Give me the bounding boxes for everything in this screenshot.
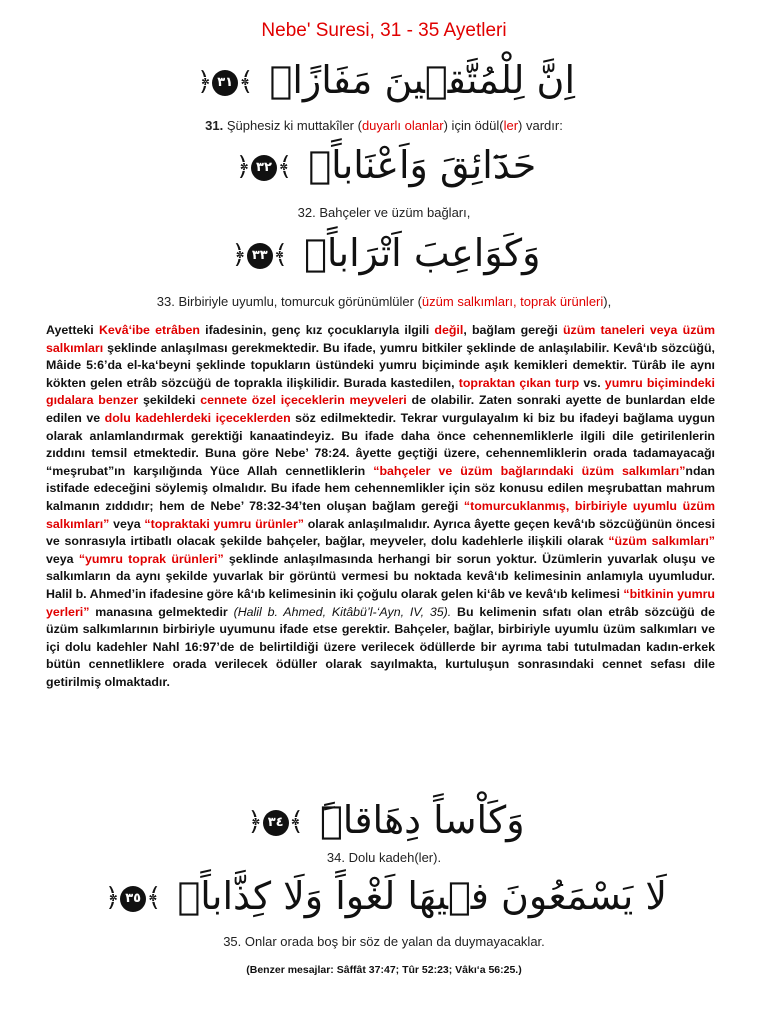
verse-33-marker: ﴿ ٣٣ ﴾	[231, 240, 289, 271]
commentary-citation: (Halil b. Ahmed, Kitâbü’l-‘Ayn, IV, 35).	[233, 604, 452, 619]
page-title: Nebe' Suresi, 31 - 35 Ayetleri	[261, 20, 507, 41]
commentary-highlight: değil	[434, 323, 464, 337]
verse-32-arabic	[0, 145, 768, 187]
commentary-text: şekildeki	[138, 393, 201, 408]
verse-number-badge: ٣٣	[247, 243, 273, 269]
commentary-paragraph	[46, 322, 715, 691]
translation-text: ) vardır:	[518, 118, 563, 133]
commentary-highlight: Kevâ‘ibe etrâben	[98, 323, 200, 337]
verse-33-arabic	[0, 233, 768, 275]
verse-35-marker: ﴿ ٣٥ ﴾	[104, 883, 162, 914]
verse-31-text: اِنَّ لِلْمُتَّق۪ينَ مَفَازًاۙ	[269, 58, 576, 102]
verse-32-text: حَدَٓائِقَ وَاَعْنَاباًۙ	[308, 143, 537, 187]
commentary-text: veya	[46, 551, 79, 566]
commentary-text: ndan istifade edeceğini söylemiş olmalıdır. Bu ifade hem cehennemlikler için söz konusu edilen meşrubattan mahrum kalmanın zıddıdır; hem de Nebe’ 78:32-34’ten oluşan bağlam gereği	[46, 463, 715, 513]
translation-highlight: ler	[503, 118, 519, 133]
commentary-text: ifadesinin, genç kız çocuklarıyla ilgili	[199, 323, 435, 337]
translation-text: ),	[603, 294, 612, 309]
commentary-highlight: dolu kadehlerdeki içeceklerden	[104, 410, 291, 425]
verse-31-translation	[0, 118, 768, 133]
verse-32-translation: 32. Bahçeler ve üzüm bağları,	[297, 205, 471, 220]
commentary-highlight: “üzüm salkımları”	[608, 534, 715, 549]
commentary-highlight: topraktan çıkan turp	[458, 375, 580, 390]
commentary-text: Ayetteki	[46, 323, 99, 337]
verse-number-badge: ٣١	[212, 70, 238, 96]
verse-number-badge: ٣٢	[251, 155, 277, 181]
commentary-text: söz edilmektedir. Tekrar vurgulayalım ki biz bu ifadeyi bağlama uygun olarak anlamlandırmak gerektiği kanaatindeyiz. Bu ifade daha önce cehennemliklerle ilgili dile getirilenlerin zıddını temsil etmektedir. Buna göre Nebe’ 78:24. âyette geçtiği üzere, cehennemliklerin orada tadamayacağı “meşrubat”ın karşılığında Yüce Allah cennetliklerin	[46, 410, 715, 478]
commentary-highlight: cennete özel içeceklerin meyveleri	[200, 393, 407, 408]
translation-text: Şüphesiz ki muttakîler (	[223, 118, 362, 133]
verse-34-marker: ﴿ ٣٤ ﴾	[247, 807, 304, 838]
commentary-text: olarak anlaşılmalıdır. Ayrıca âyette geçen kevâ‘ıb sözcüğünün öncesi ve sonrasıyla irtibatlı olacak şekilde bahçeler, bağlar, meyveler, dolu kadehlerle ilişkili olarak	[46, 516, 716, 549]
commentary-highlight: “bahçeler ve üzüm bağlarındaki üzüm salkımları”	[373, 463, 686, 478]
translation-highlight: duyarlı olanlar	[361, 118, 444, 133]
commentary-highlight: “bitkinin yumru yerleri”	[46, 586, 715, 619]
commentary-text: de olabilir. Zaten sonraki ayette de bunlardan elde edilen ve	[46, 393, 715, 425]
verse-34-text: وَكَاْساً دِهَاقاًۜ	[319, 798, 525, 842]
verse-34-translation: 34. Dolu kadeh(ler).	[326, 850, 442, 865]
commentary-text: Bu kelimenin sıfatı olan etrâb sözcüğü de üzüm salkımlarının birbiriyle uyumunu ifade etse gerektir. Bahçeler, bağlar, birbiriyle uyumlu üzüm salkımları ve içi dolu kadehler Nahl 16:97’de de belirtildiği üzere verilecek ödüllerde bir ayrıma tabi tutulmadan kadın-erkek bütün cennetliklere orada verilecek ödüller olarak sayılmakta, kurtuluşun sonrasındaki cennet sefası dile getirilmiş olmaktadır.	[46, 604, 716, 689]
verse-number-badge: ٣٤	[263, 810, 289, 836]
translation-highlight: üzüm salkımları, toprak ürünleri	[421, 294, 604, 309]
verse-34-arabic	[0, 800, 768, 842]
commentary-highlight: “yumru toprak ürünleri”	[78, 551, 224, 566]
translation-text: ) için ödül(	[443, 118, 504, 133]
commentary-text: manasına gelmektedir	[89, 604, 234, 619]
similar-messages-reference: (Benzer mesajlar: Sâffât 37:47; Tûr 52:23; Vâkı‘a 56:25.)	[246, 964, 522, 976]
verse-31-marker: ﴿ ٣١ ﴾	[196, 67, 254, 98]
verse-33-translation	[0, 294, 768, 309]
commentary-text: veya	[109, 516, 145, 531]
commentary-highlight: yumru biçimindeki gıdalara benzer	[46, 375, 715, 408]
verse-33-text: وَكَوَاعِبَ اَتْرَاباًۙ	[304, 231, 541, 275]
verse-number-badge: ٣٥	[120, 886, 146, 912]
commentary-highlight: “tomurcuklanmış, birbiriyle uyumlu üzüm salkımları”	[46, 498, 715, 531]
verse-31-number: 31.	[205, 118, 224, 133]
translation-text: 33. Birbiriyle uyumlu, tomurcuk görünümlüler (	[156, 294, 422, 309]
verse-35-translation: 35. Onlar orada boş bir söz de yalan da duymayacaklar.	[223, 934, 545, 949]
commentary-highlight: üzüm taneleri veya üzüm salkımları	[46, 323, 715, 355]
commentary-text: şeklinde anlaşılmasında herhangi bir sorun yoktur. Üzümlerin yuvarlak oluşu ve salkımların da aynı şekilde yuvarlak bir görüntü vermesi bu noktada kevâ‘ıb kelimesinin anlamıyla uyumludur. Halil b. Ahmed’in ifadesine göre kâ‘ıb kelimesinin iki çoğulu olarak gelen ki‘âb ve kevâ‘ıb kelimesi	[46, 551, 715, 601]
verse-31-arabic	[0, 60, 768, 102]
verse-32-marker: ﴿ ٣٢ ﴾	[235, 152, 293, 183]
commentary-text: vs.	[579, 375, 605, 390]
verse-35-arabic	[0, 876, 768, 918]
commentary-text: şeklinde anlaşılması gerekmektedir. Bu ifade, yumru bitkiler şeklinde de anlaşılabilir. Kevâ‘ıb sözcüğü, Mâide 5:6’da el-ka‘beyni şeklinde topukların üstündeki yumru biçiminde aşık kemikleri demektir. Türâb ile aynı kökten gelen etrâb sözcüğü de toprakla ilişkilidir. Burada kastedilen,	[46, 340, 715, 390]
commentary-highlight: “topraktaki yumru ürünler”	[144, 516, 304, 531]
verse-35-text: لَا يَسْمَعُونَ ف۪يهَا لَغْواً وَلَا كِذَّاباًۚ	[177, 874, 668, 918]
commentary-text: , bağlam gereği	[463, 323, 563, 337]
